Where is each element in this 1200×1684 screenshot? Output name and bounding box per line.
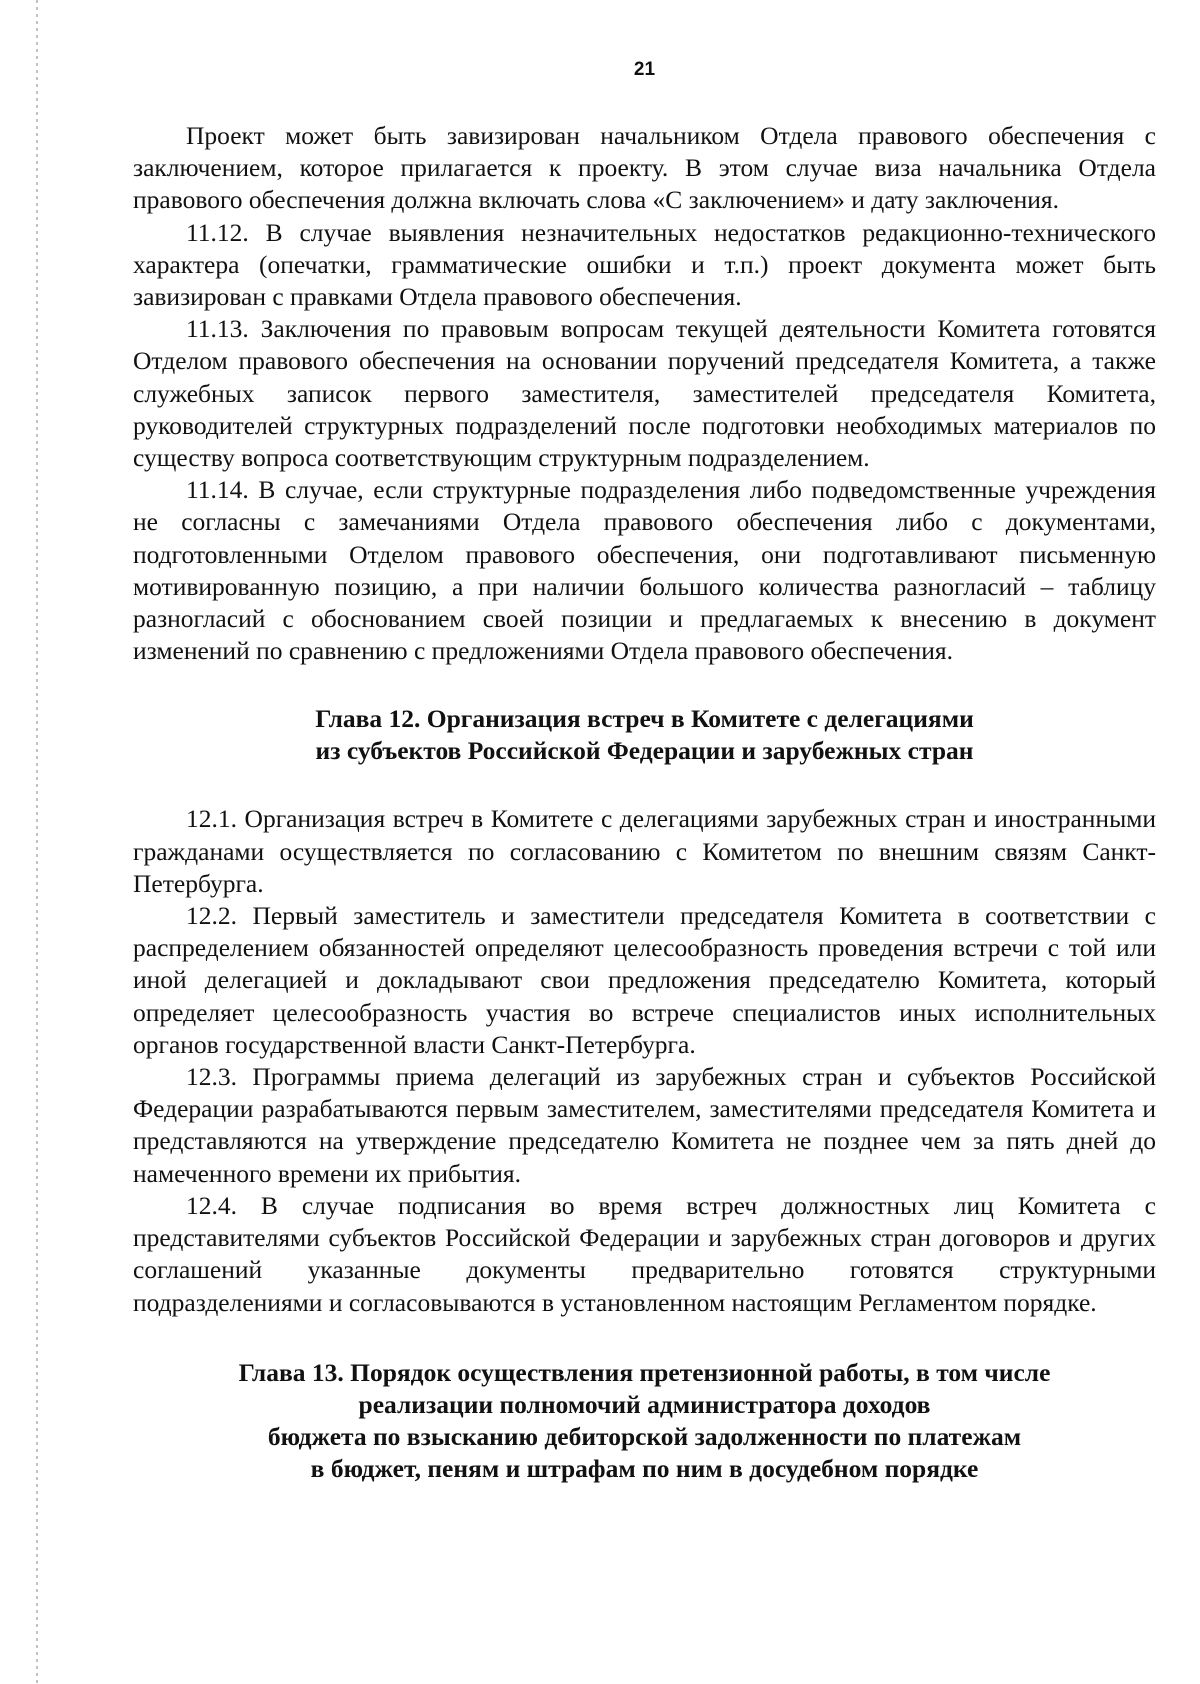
paragraph-12-4: 12.4. В случае подписания во время встреч должностных лиц Комитета с представителями субъектов Российской Федерации и зарубежных стран договоров и других соглашений указанные документы предварительно готовятся структурными подразделениями и согласовываются в установленном настоящим Регламентом порядке.	[133, 1190, 1156, 1317]
chapter-13-heading-line: Глава 13. Порядок осуществления претензионной работы, в том числе	[238, 1357, 1051, 1387]
chapter-12-heading-line: Глава 12. Организация встреч в Комитете с делегациями	[315, 704, 974, 734]
paragraph-visa-conclusion: Проект может быть завизирован начальником Отдела правового обеспечения с заключением, которое прилагается к проекту. В этом случае виза начальника Отдела правового обеспечения должна включать слова «С заключением» и дату заключения.	[133, 121, 1156, 215]
paragraph-11-12: 11.12. В случае выявления незначительных недостатков редакционно-технического характера (опечатки, грамматические ошибки и т.п.) проект документа может быть завизирован с правками Отдела правового обеспечения.	[133, 217, 1156, 312]
paragraph-11-14: 11.14. В случае, если структурные подразделения либо подведомственные учреждения не согласны с замечаниями Отдела правового обеспечения либо с документами, подготовленными Отделом правового обеспечения, они подготавливают письменную мотивированную позицию, а при наличии большого количества разногласий – таблицу разногласий с обоснованием своей позиции и предлагаемых к внесению в документ изменений по сравнению с предложениями Отдела правового обеспечения.	[133, 475, 1156, 666]
chapter-13-heading-line: бюджета по взысканию дебиторской задолженности по платежам	[267, 1421, 1022, 1451]
document-page	[133, 58, 1156, 1485]
chapter-13-heading-line: в бюджет, пеням и штрафам по ним в досудебном порядке	[310, 1453, 979, 1483]
paragraph-11-13: 11.13. Заключения по правовым вопросам текущей деятельности Комитета готовятся Отделом правового обеспечения на основании поручений председателя Комитета, а также служебных записок первого заместителя, заместителей председателя Комитета, руководителей структурных подразделений после подготовки необходимых материалов по существу вопроса соответствующим структурным подразделением.	[133, 314, 1156, 473]
scan-edge-artifact	[36, 0, 38, 1684]
chapter-13-heading	[133, 1357, 1156, 1485]
page-number: 21	[633, 59, 656, 80]
paragraph-12-1: 12.1. Организация встреч в Комитете с делегациями зарубежных стран и иностранными гражданами осуществляется по согласованию с Комитетом по внешним связям Санкт-Петербурга.	[133, 804, 1156, 898]
chapter-13-heading-line: реализации полномочий администратора доходов	[358, 1389, 931, 1419]
chapter-12-heading-line: из субъектов Российской Федерации и зарубежных стран	[315, 736, 974, 766]
paragraph-12-3: 12.3. Программы приема делегаций из зарубежных стран и субъектов Российской Федерации разрабатываются первым заместителем, заместителями председателя Комитета и представляются на утверждение председателю Комитета не позднее чем за пять дней до намеченного времени их прибытия.	[133, 1062, 1156, 1188]
paragraph-12-2: 12.2. Первый заместитель и заместители председателя Комитета в соответствии с распределением обязанностей определяют целесообразность проведения встречи с той или иной делегацией и докладывают свои предложения председателю Комитета, который определяет целесообразность участия во встрече специалистов иных исполнительных органов государственной власти Санкт-Петербурга.	[133, 901, 1156, 1059]
chapter-12-heading	[133, 703, 1156, 767]
